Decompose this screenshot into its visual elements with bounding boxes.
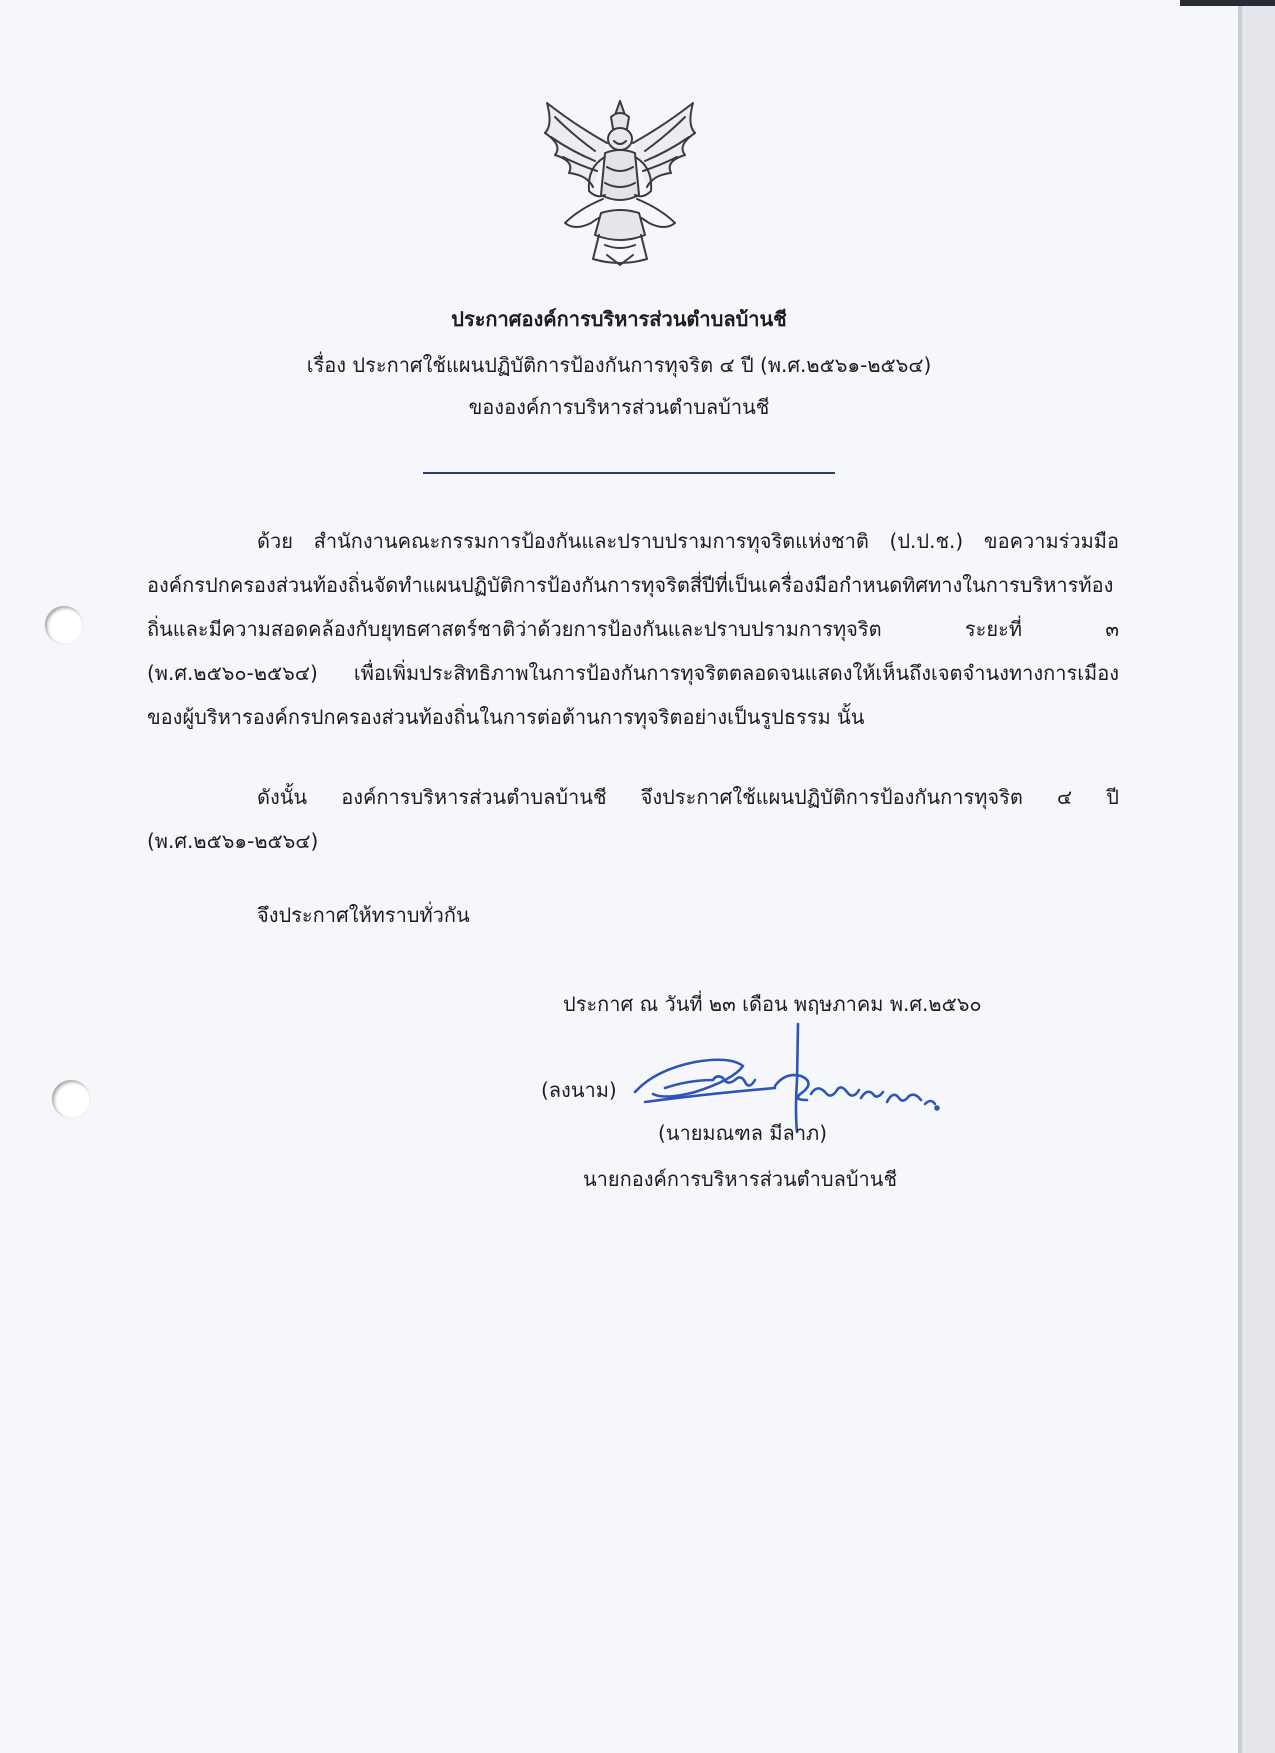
punch-hole (52, 1080, 90, 1118)
garuda-emblem-icon (535, 95, 705, 270)
announcement-subject: เรื่อง ประกาศใช้แผนปฏิบัติการป้องกันการทุจริต ๔ ปี (พ.ศ.๒๕๖๑-๒๕๖๔) (306, 353, 932, 377)
announcement-date: ประกาศ ณ วันที่ ๒๓ เดือน พฤษภาคม พ.ศ.๒๕๖๐ (563, 992, 982, 1016)
punch-hole (45, 606, 83, 644)
announcement-subject-line2: ขององค์การบริหารส่วนตำบลบ้านชี (468, 395, 770, 419)
announcement-title: ประกาศองค์การบริหารส่วนตำบลบ้านชี (451, 307, 787, 331)
scan-corner (1180, 0, 1275, 6)
closing-statement: จึงประกาศให้ทราบทั่วกัน (257, 903, 470, 927)
body-paragraph-2 (147, 775, 1119, 863)
scan-edge (1238, 0, 1275, 1753)
signer-name: (นายมณฑล มีลาภ) (658, 1121, 828, 1145)
title-divider (423, 472, 835, 474)
paragraph-1-text: ด้วย สำนักงานคณะกรรมการป้องกันและปราบปรามการทุจริตแห่งชาติ (ป.ป.ช.) ขอความร่วมมือองค์กรปกครองส่วนท้องถิ่นจัดทำแผนปฏิบัติการป้องกันการทุจริตสี่ปีที่เป็นเครื่องมือกำหนดทิศทางในการบริหารท้องถิ่นและมีความสอดคล้องกับยุทธศาสตร์ชาติว่าด้วยการป้องกันและปราบปรามการทุจริต ระยะที่ ๓ (พ.ศ.๒๕๖๐-๒๕๖๔) เพื่อเพิ่มประสิทธิภาพในการป้องกันการทุจริตตลอดจนแสดงให้เห็นถึงเจตจำนงทางการเมืองของผู้บริหารองค์กรปกครองส่วนท้องถิ่นในการต่อต้านการทุจริตอย่างเป็นรูปธรรม นั้น (147, 529, 1119, 729)
paragraph-2-text: ดังนั้น องค์การบริหารส่วนตำบลบ้านชี จึงประกาศใช้แผนปฏิบัติการป้องกันการทุจริต ๔ ปี (พ.ศ.๒๕๖๑-๒๕๖๔) (147, 785, 1119, 853)
signer-position: นายกองค์การบริหารส่วนตำบลบ้านชี (583, 1167, 898, 1191)
signature-label: (ลงนาม) (541, 1078, 617, 1102)
scan-edge-shadow (1238, 0, 1242, 1753)
body-paragraph-1 (147, 519, 1119, 739)
